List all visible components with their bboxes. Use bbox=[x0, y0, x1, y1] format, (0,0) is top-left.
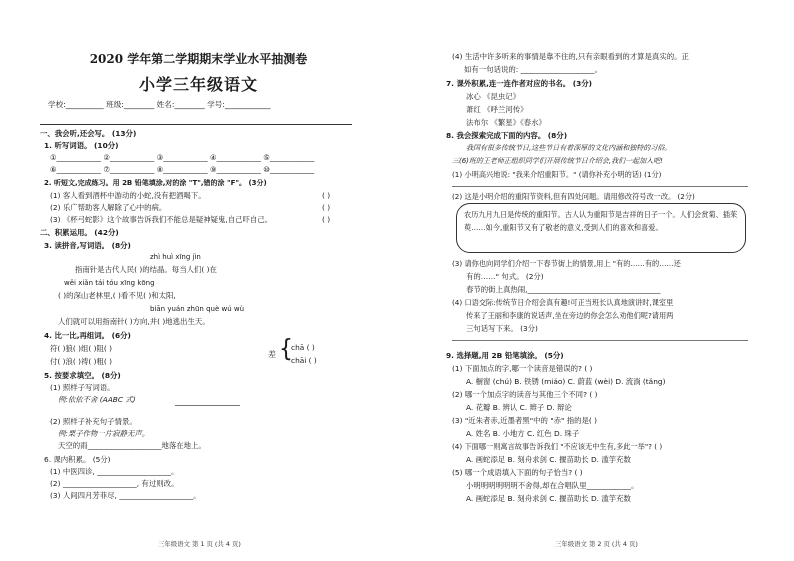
q6-item-2: (2) ____________________, 有过则改。 bbox=[50, 479, 179, 488]
q5-example-2: 例:栗子作物一片寂静无声。 bbox=[58, 429, 150, 438]
q8-sub-3-line-1: (3) 请你也向同学们介绍一下春节街上的情景,用上 "有的……有的……还 bbox=[452, 259, 681, 268]
q9-sub-2: (2) 哪一个加点字的读音与其他三个不同? ( ) bbox=[452, 390, 598, 399]
q6-item-1: (1) 中医四诊, ____________________。 bbox=[50, 467, 179, 476]
q3-sentence-3: 人们就可以用指南针( )方向,并( )地逃出生天。 bbox=[58, 317, 210, 326]
q8-sub-3-answer: 春节的街上真热闹,____________________________________ bbox=[466, 285, 661, 294]
q4-brace: { bbox=[279, 335, 293, 364]
q9-sub-4: (4) 下面哪一则寓言故事告诉我们 "不应该无中生有,多此一举"? ( ) bbox=[452, 442, 663, 451]
q9-sub-2-options[interactable]: A. 花瓣 B. 辨认 C. 辫子 D. 辩论 bbox=[466, 403, 572, 412]
page-2-footer: 三年级语文 第 2 页 (共 4 页) bbox=[555, 540, 638, 548]
q8-sub-4-line-1: (4) 口语交际:传统节日介绍会真有趣!可正当班长认真地演讲时,课室里 bbox=[452, 298, 674, 307]
q8-sub-1-answer-line bbox=[452, 186, 748, 187]
q8-sub-1: (1) 小明高兴地说: "我来介绍重阳节。" (请你补充小明的话) (1分) bbox=[452, 170, 662, 179]
q6-item-4-line-2: 如有一句话说的: ____________________。 bbox=[464, 65, 602, 74]
q9-sub-5-options[interactable]: A. 画蛇添足 B. 刻舟求剑 C. 揠苗助长 D. 滥竽充数 bbox=[466, 494, 631, 503]
section-2-heading: 二、积累运用。 (42分) bbox=[40, 228, 119, 237]
q8-heading: 8. 我会探索完成下面的内容。 (8分) bbox=[446, 131, 568, 140]
page-1-footer: 三年级语文 第 1 页 (共 4 页) bbox=[158, 540, 241, 548]
q1-blanks-row-2: ⑥____________ ⑦____________ ⑧____________ ⑨____________ ⑩____________ bbox=[50, 165, 315, 174]
q3-pinyin-2: wěi xiǎn tái tóu xīng kōng bbox=[64, 279, 155, 287]
q8-sub-3-line-2: 有的……" 句式。 (2分) bbox=[466, 272, 544, 281]
q8-sub-2: (2) 这是小明介绍的重阳节资料,但有四处问题。请用修改符号改一改。 (2分) bbox=[452, 192, 695, 201]
q2-statement-2: (2) 乐广帮助客人解除了心中的病。 bbox=[50, 203, 167, 212]
q7-row-1: 冰心 《昆虫记》 bbox=[466, 92, 521, 101]
q7-row-3: 法布尔 《繁星》《春水》 bbox=[466, 118, 546, 127]
q5-answer-line-1 bbox=[175, 405, 240, 406]
q6-item-4-line-1: (4) 生活中许多听来的事情是靠不住的,只有亲眼看到的才算是真实的。正 bbox=[452, 52, 689, 61]
q9-sub-5: (5) 哪一个成语填入下面的句子恰当? ( ) bbox=[452, 468, 583, 477]
section-1-heading: 一、我会听,还会写。 (13分) bbox=[40, 129, 137, 138]
q4-row-2: 付( )浪( )祷( )粗( ) bbox=[50, 357, 113, 366]
q9-sub-3-options[interactable]: A. 姓名 B. 小地方 C. 红色 D. 珠子 bbox=[466, 429, 580, 438]
q9-sub-5-sentence: 小明明明明明明不舍得,却在合唱队里____________。 bbox=[466, 481, 639, 490]
q9-sub-1: (1) 下面加点的字,哪一个读音是错误的? ( ) bbox=[452, 364, 593, 373]
q1-heading: 1. 听写词语。 (10分) bbox=[44, 141, 119, 150]
q2-tf-2[interactable]: ( ) bbox=[322, 203, 331, 212]
q4-row-1: 符( )狼( )组( )阻( ) bbox=[50, 344, 113, 353]
q3-heading: 3. 读拼音,写词语。 (8分) bbox=[44, 241, 131, 250]
q7-row-2: 萧红 《呼兰河传》 bbox=[466, 105, 528, 114]
q2-statement-1: (1) 客人看到酒杯中游动的小蛇,没有把酒喝下。 bbox=[50, 191, 206, 200]
student-info-line: 学校:__________ 班级:________ 姓名:________ 学号:____________ bbox=[48, 100, 271, 109]
q4-cha-1: chā ( ) bbox=[291, 343, 315, 352]
q5-fill-sentence: 天空的雨____________________地落在地上。 bbox=[58, 441, 206, 450]
chongyang-passage-box: 农历九月九日是传统的重阳节。古人认为重阳节是吉祥的日子一个。人们会赏菊、插茱萸……如今,重阳节又有了敬老的意义,受到人们的喜欢和喜爱。 bbox=[456, 203, 746, 253]
q3-sentence-1: 指南针是古代人民( )的结晶。每当人们( )在 bbox=[75, 265, 217, 274]
q3-pinyin-1: zhì huì xīng jìn bbox=[150, 253, 201, 261]
q3-sentence-2: ( )的深山老林里,( )看不见( )和太阳, bbox=[58, 291, 176, 300]
q5-sub-1: (1) 照样子写词语。 bbox=[50, 383, 115, 392]
q9-sub-3: (3) "近朱者赤,近墨者黑"中的 "赤" 指的是( ) bbox=[452, 416, 598, 425]
q4-heading: 4. 比一比,再组词。 (6分) bbox=[44, 331, 131, 340]
exam-title: 2020 学年第二学期期末学业水平抽测卷 bbox=[89, 52, 308, 66]
q2-heading: 2. 听短文,完成练习。用 2B 铅笔填涂,对的涂 "T",错的涂 "F"。 (3分) bbox=[44, 179, 267, 187]
q8-intro-1: 我国有很多传统节日,这些节日有着深厚的文化内涵和独特的习俗。 bbox=[466, 144, 672, 152]
q9-sub-4-options[interactable]: A. 画蛇添足 B. 刻舟求剑 C. 揠苗助长 D. 滥竽充数 bbox=[466, 455, 631, 464]
q2-tf-1[interactable]: ( ) bbox=[322, 191, 331, 200]
exam-subtitle: 小学三年级语文 bbox=[138, 75, 258, 94]
q4-cha-label: 差 bbox=[268, 350, 276, 359]
q8-sub-4-line-2: 传来了王丽和李康的说话声,坐在旁边的你会怎么劝他们呢?请用两 bbox=[466, 311, 674, 320]
q9-heading: 9. 选择题,用 2B 铅笔填涂。 (5分) bbox=[446, 351, 564, 360]
q7-heading: 7. 课外积累,连一连作者对应的书名。 (3分) bbox=[446, 79, 593, 88]
q9-sub-1-options[interactable]: A. 橱窗 (chú) B. 铁锈 (miáo) C. 蔚蓝 (wèi) D. 流淌 (tǎng) bbox=[466, 377, 666, 386]
q6-item-3: (3) 人间四月芳菲尽, ____________________。 bbox=[50, 491, 201, 500]
header-divider bbox=[40, 124, 352, 125]
q4-cha-2: chāi ( ) bbox=[291, 356, 317, 365]
q8-intro-2: 三(6)班的王老师正组织同学们开展传统节日介绍会,我们一起加入吧! bbox=[452, 157, 663, 165]
q1-blanks-row-1: ①____________ ②____________ ③____________ ④____________ ⑤____________ bbox=[50, 153, 315, 162]
q5-example-1: 例:依依不舍 (AABC 式) bbox=[58, 395, 136, 404]
q3-pinyin-3: biān yuán zhūn què wú wù bbox=[150, 305, 245, 313]
q5-sub-2: (2) 照样子补充句子情景。 bbox=[50, 417, 137, 426]
q5-heading: 5. 按要求填空。 (8分) bbox=[44, 371, 121, 380]
q2-tf-3[interactable]: ( ) bbox=[322, 215, 331, 224]
q6-heading: 6. 课内积累。 (5分) bbox=[44, 455, 111, 464]
q2-statement-3: (3) 《杯弓蛇影》这个故事告诉我们不能总是疑神疑鬼,自己吓自己。 bbox=[50, 215, 273, 224]
q8-sub-4-answer-line bbox=[452, 340, 748, 341]
q8-sub-4-line-3: 三句话写下来。 (3分) bbox=[466, 324, 538, 333]
